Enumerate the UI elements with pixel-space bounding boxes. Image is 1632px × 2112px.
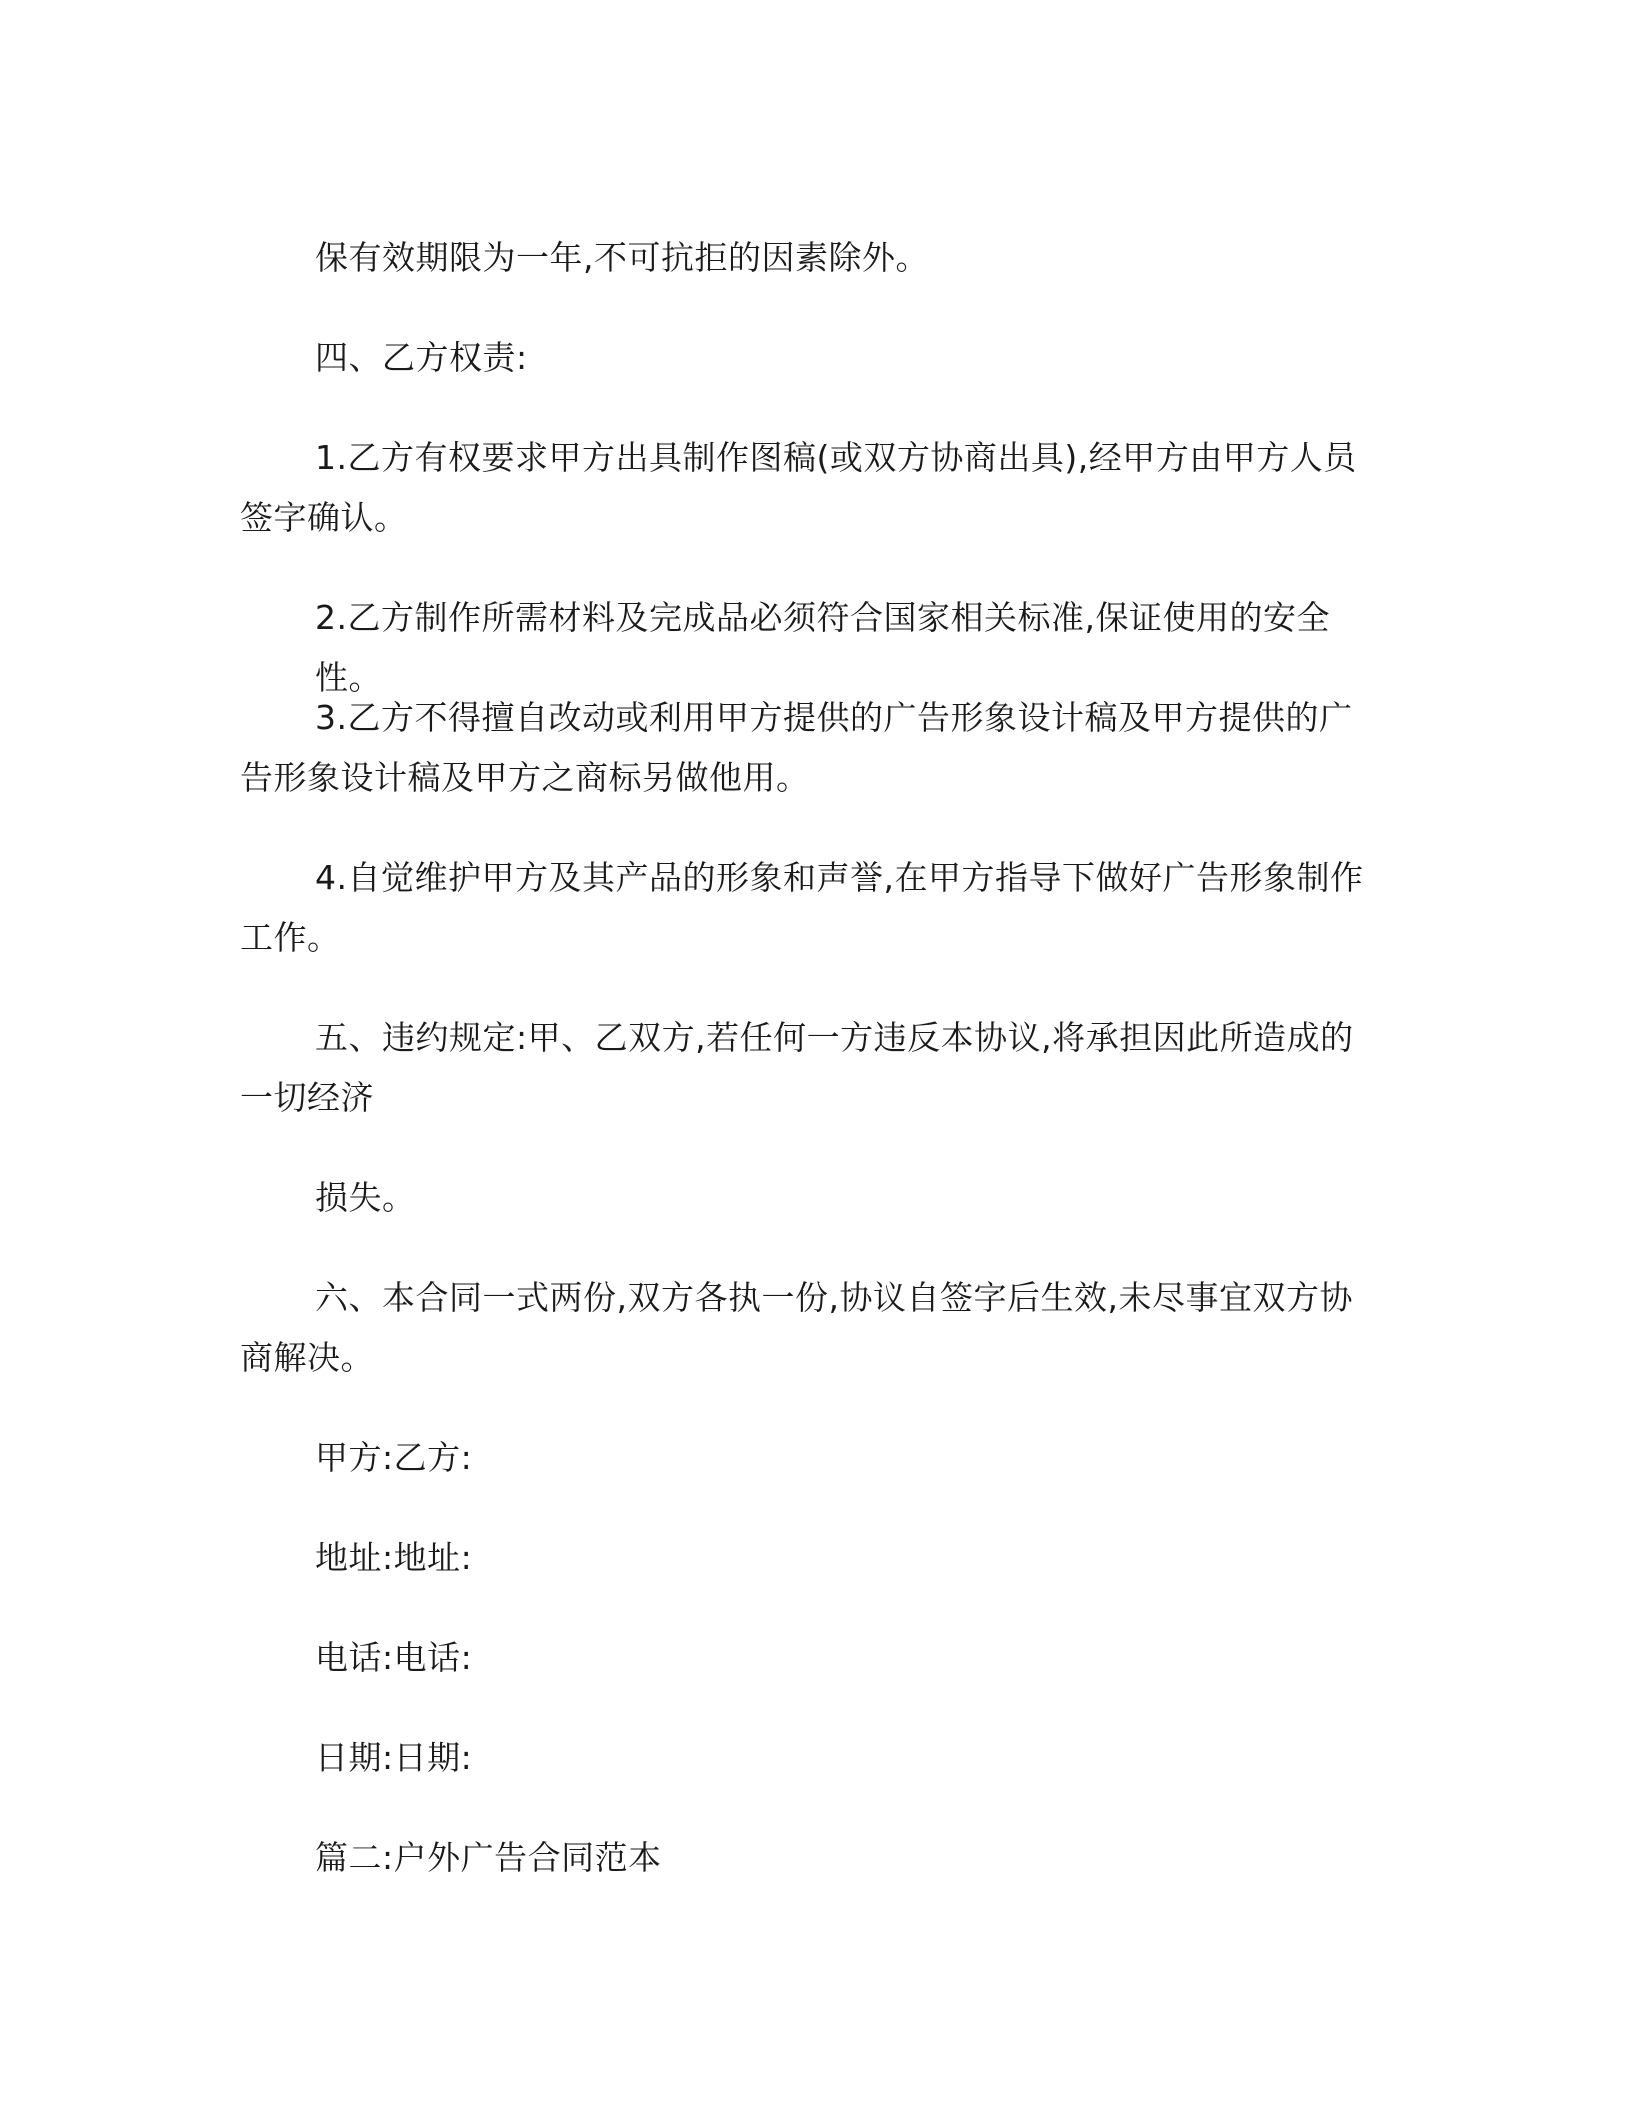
part-two-heading: 篇二:户外广告合同范本 [315, 1838, 662, 1877]
signature-address-line: 地址:地址: [315, 1538, 473, 1577]
section-five-continuation: 损失。 [315, 1178, 416, 1217]
clause-four-item-4: 4.自觉维护甲方及其产品的形象和声誉,在甲方指导下做好广告形象制作工作。 [240, 858, 1364, 957]
section-four-heading: 四、乙方权责: [315, 338, 528, 377]
signature-phone-line: 电话:电话: [315, 1638, 473, 1677]
clause-four-item-3: 3.乙方不得擅自改动或利用甲方提供的广告形象设计稿及甲方提供的广告形象设计稿及甲方之商标另做他用。 [240, 698, 1353, 797]
section-five-breach: 五、违约规定:甲、乙双方,若任何一方违反本协议,将承担因此所造成的一切经济 [240, 1018, 1354, 1117]
signature-date-line: 日期:日期: [315, 1738, 473, 1777]
section-six-copies: 六、本合同一式两份,双方各执一份,协议自签字后生效,未尽事宜双方协商解决。 [240, 1278, 1353, 1377]
validity-paragraph: 保有效期限为一年,不可抗拒的因素除外。 [315, 238, 929, 277]
clause-four-item-2: 2.乙方制作所需材料及完成品必须符合国家相关标准,保证使用的安全性。 [315, 598, 1330, 697]
signature-party-line: 甲方:乙方: [315, 1438, 473, 1477]
clause-four-item-1: 1.乙方有权要求甲方出具制作图稿(或双方协商出具),经甲方由甲方人员签字确认。 [240, 438, 1357, 537]
